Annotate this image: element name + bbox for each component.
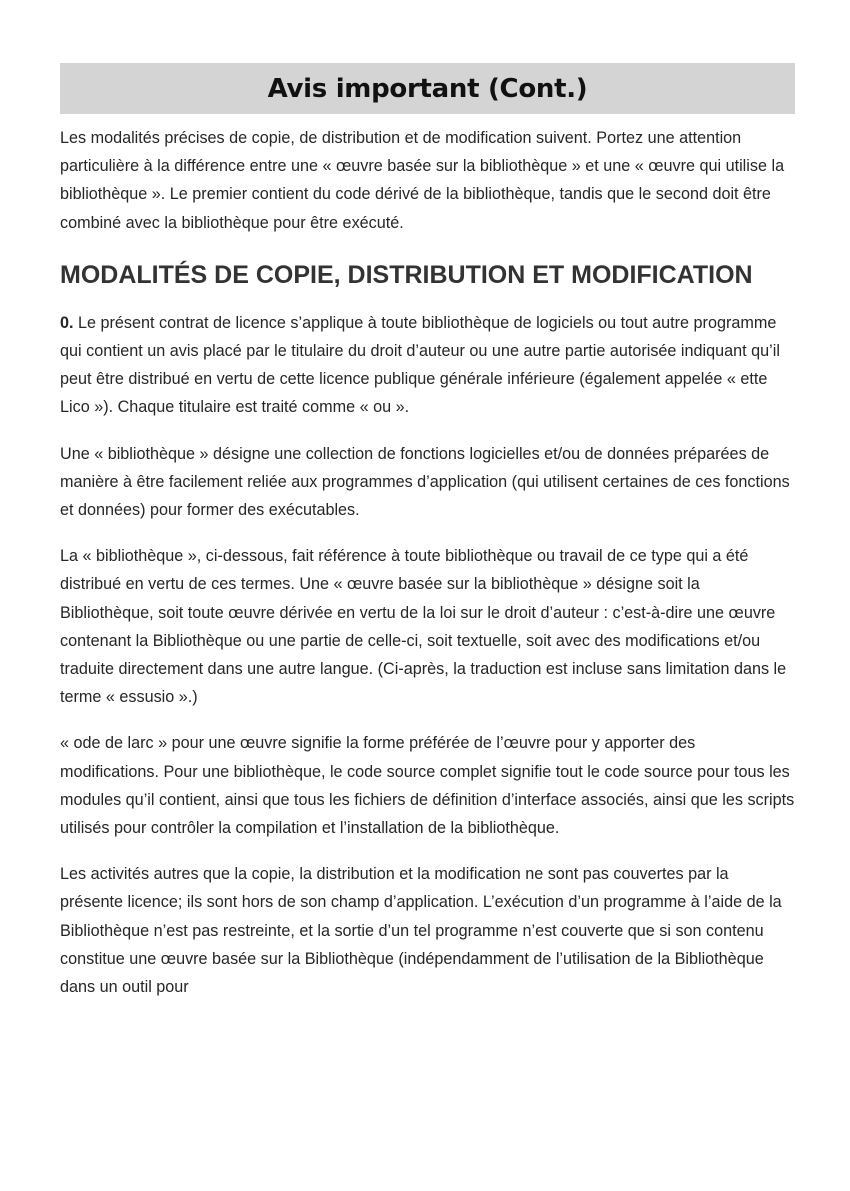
clause-0-paragraph — [60, 309, 795, 422]
paragraph-library-reference: La « bibliothèque », ci-dessous, fait référence à toute bibliothèque ou travail de ce type qui a été distribué en vertu de ces termes. Une « œuvre basée sur la bibliothèque » désigne soit la Bibliothèque, soit toute œuvre dérivée en vertu de la loi sur le droit d’auteur : c’est-à-dire une œuvre contenant la Bibliothèque ou une partie de celle-ci, soit textuelle, soit avec des modifications et/ou traduite directement dans une autre langue. (Ci-après, la traduction est incluse sans limitation dans le terme « essusio ».) — [60, 547, 787, 707]
clause-number: 0. — [60, 313, 74, 332]
title-banner — [60, 63, 795, 114]
section-heading: MODALITÉS DE COPIE, DISTRIBUTION ET MODIFICATION — [60, 260, 753, 289]
document-page — [60, 63, 795, 1019]
paragraph-library-definition: Une « bibliothèque » désigne une collection de fonctions logicielles et/ou de données préparées de manière à être facilement reliée aux programmes d’application (qui utilisent certaines de ces fonctions et données) pour former des exécutables. — [60, 444, 790, 520]
intro-paragraph: Les modalités précises de copie, de distribution et de modification suivent. Portez une attention particulière à la différence entre une « œuvre basée sur la bibliothèque » et une « œuvre qui utilise la bibliothèque ». Le premier contient du code dérivé de la bibliothèque, tandis que le second doit être combiné avec la bibliothèque pour être exécuté. — [60, 129, 785, 232]
paragraph-activities: Les activités autres que la copie, la distribution et la modification ne sont pas couvertes par la présente licence; ils sont hors de son champ d’application. L’exécution d’un programme à l’aide de la Bibliothèque n’est pas restreinte, et la sortie d’un tel programme n’est couverte que si son contenu constitue une œuvre basée sur la Bibliothèque (indépendamment de l’utilisation de la Bibliothèque dans un outil pour — [60, 865, 782, 997]
page-title: Avis important (Cont.) — [267, 73, 588, 104]
clause-0-text: Le présent contrat de licence s’applique à toute bibliothèque de logiciels ou tout autre programme qui contient un avis placé par le titulaire du droit d’auteur ou une autre partie autorisée indiquant qu’il peut être distribué en vertu de cette licence publique générale inférieure (également appelée « ette Lico »). Chaque titulaire est traité comme « ou ». — [60, 313, 780, 417]
paragraph-source-code: « ode de larc » pour une œuvre signifie la forme préférée de l’œuvre pour y apporter des modifications. Pour une bibliothèque, le code source complet signifie tout le code source pour tous les modules qu’il contient, ainsi que tous les fichiers de définition d’interface associés, ainsi que les scripts utilisés pour contrôler la compilation et l’installation de la bibliothèque. — [60, 734, 795, 838]
